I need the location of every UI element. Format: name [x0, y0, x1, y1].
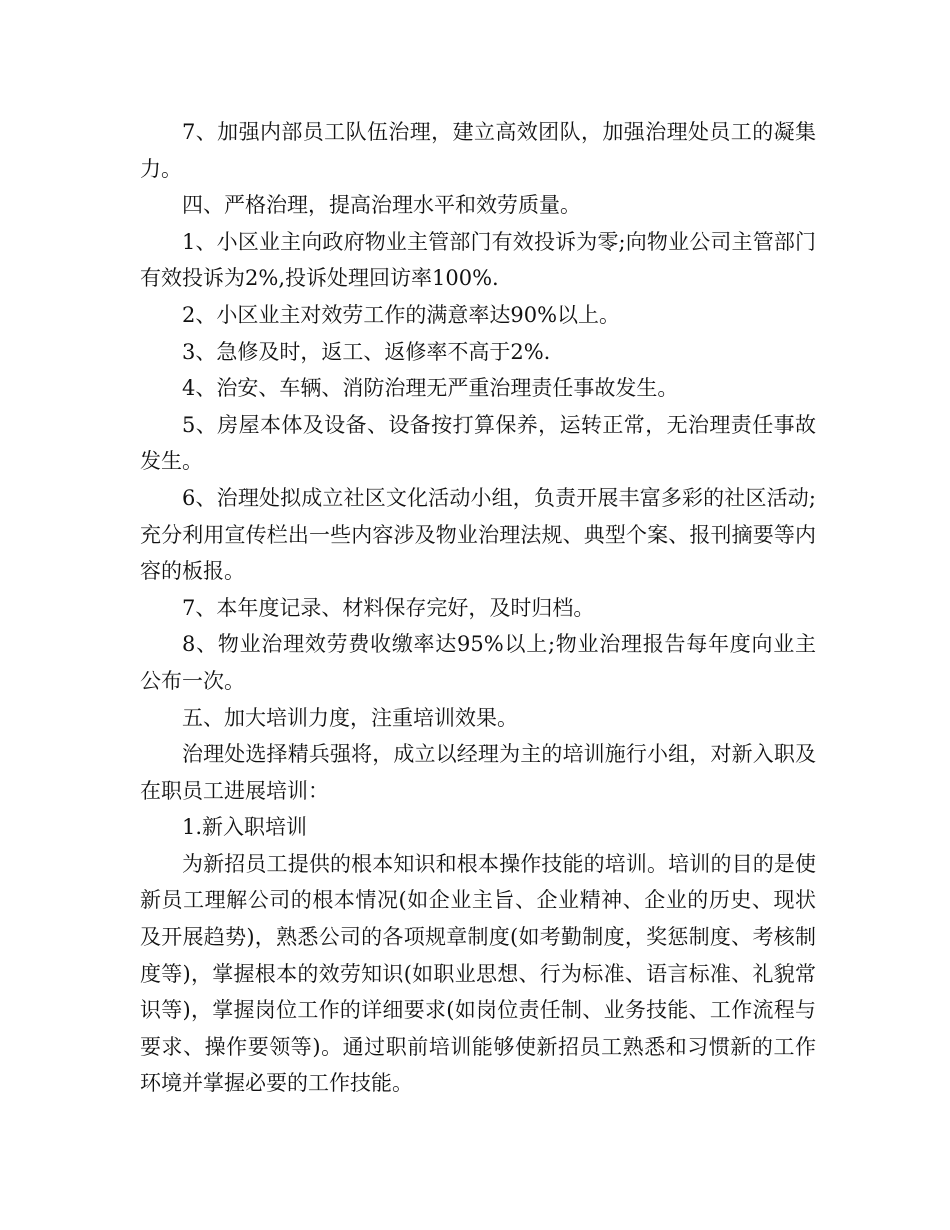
paragraph-item-3-repairs: 3、急修及时，返工、返修率不高于2%. [182, 339, 551, 364]
paragraph-item-8-fees: 8、物业治理效劳费收缴率达95%以上;物业治理报告每年度向业主公布一次。 [140, 632, 816, 693]
section-heading-strict-management: 四、严格治理，提高治理水平和效劳质量。 [182, 193, 581, 218]
subheading-new-hire-training: 1.新入职培训 [182, 815, 308, 840]
document-body [140, 114, 816, 1102]
paragraph-item-2-satisfaction: 2、小区业主对效劳工作的满意率达90%以上。 [182, 302, 621, 327]
paragraph-item-6-community: 6、治理处拟成立社区文化活动小组，负责开展丰富多彩的社区活动;充分利用宣传栏出一些内容涉及物业治理法规、典型个案、报刊摘要等内容的板报。 [140, 485, 816, 584]
paragraph-item-7-cohesion: 7、加强内部员工队伍治理，建立高效团队，加强治理处员工的凝集力。 [140, 120, 816, 181]
paragraph-item-1-complaints: 1、小区业主向政府物业主管部门有效投诉为零;向物业公司主管部门有效投诉为2%,投诉处理回访率100%. [140, 229, 816, 291]
paragraph-item-7-records: 7、本年度记录、材料保存完好，及时归档。 [182, 595, 595, 620]
paragraph-item-5-maintenance: 5、房屋本体及设备、设备按打算保养，运转正常，无治理责任事故发生。 [140, 412, 816, 474]
section-heading-training: 五、加大培训力度，注重培训效果。 [182, 705, 518, 730]
paragraph-training-group: 治理处选择精兵强将，成立以经理为主的培训施行小组，对新入职及在职员工进展培训： [140, 742, 816, 803]
paragraph-new-hire-training: 为新招员工提供的根本知识和根本操作技能的培训。培训的目的是使新员工理解公司的根本情况(如企业主旨、企业精神、企业的历史、现状及开展趋势)，熟悉公司的各项规章制度(如考勤制度，奖惩制度、考核制度等)，掌握根本的效劳知识(如职业思想、行为标准、语言标准、礼貌常识等)，掌握岗位工作的详细要求(如岗位责任制、业务技能、工作流程与要求、操作要领等)。通过职前培训能够使新招员工熟悉和习惯新的工作环境并掌握必要的工作技能。 [140, 851, 816, 1096]
paragraph-item-4-safety: 4、治安、车辆、消防治理无严重治理责任事故发生。 [182, 376, 679, 401]
